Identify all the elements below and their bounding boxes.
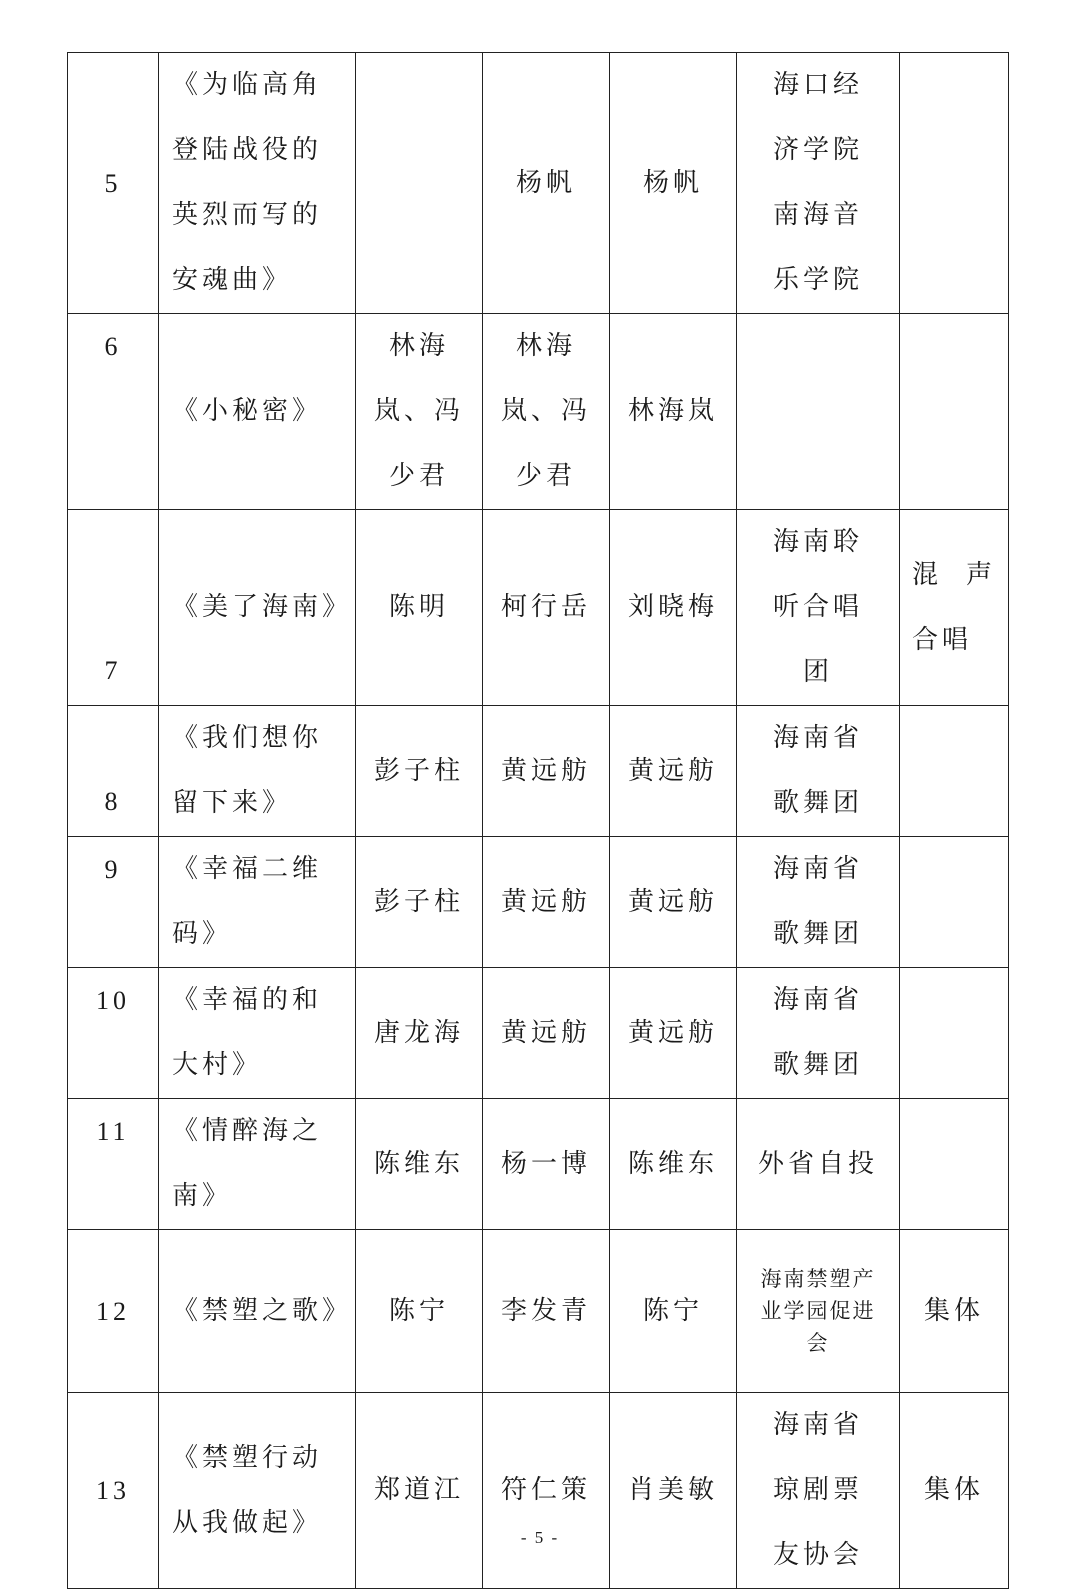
lyricist-cell: 林海岚、冯少君 — [356, 314, 483, 510]
singer-cell: 林海岚 — [610, 314, 737, 510]
work-title: 《禁塑之歌》 — [159, 1230, 356, 1393]
composer-cell: 柯行岳 — [483, 510, 610, 706]
composer-cell: 杨帆 — [483, 53, 610, 314]
unit-cell: 外省自投 — [737, 1099, 900, 1230]
row-number: 12 — [68, 1230, 159, 1393]
lyricist-cell: 陈维东 — [356, 1099, 483, 1230]
composer-cell: 黄远舫 — [483, 706, 610, 837]
unit-cell: 海南省琼剧票友协会 — [737, 1393, 900, 1589]
row-number: 8 — [68, 706, 159, 837]
work-title: 《幸福的和大村》 — [159, 968, 356, 1099]
lyricist-cell: 唐龙海 — [356, 968, 483, 1099]
note-part: 声 — [965, 559, 996, 590]
table-row — [68, 510, 1009, 706]
table-row — [68, 53, 1009, 314]
composer-cell: 林海岚、冯少君 — [483, 314, 610, 510]
unit-cell: 海南省歌舞团 — [737, 706, 900, 837]
note-cell — [900, 53, 1009, 314]
work-title: 《小秘密》 — [159, 314, 356, 510]
works-table — [67, 52, 1009, 1589]
unit-cell: 海南省歌舞团 — [737, 837, 900, 968]
unit-cell: 海南省歌舞团 — [737, 968, 900, 1099]
note-cell — [900, 968, 1009, 1099]
lyricist-cell — [356, 53, 483, 314]
row-number: 5 — [68, 53, 159, 314]
row-number: 11 — [68, 1099, 159, 1230]
unit-cell: 海南聆听合唱团 — [737, 510, 900, 706]
work-title: 《幸福二维码》 — [159, 837, 356, 968]
lyricist-cell: 郑道江 — [356, 1393, 483, 1589]
composer-cell: 李发青 — [483, 1230, 610, 1393]
composer-cell: 杨一博 — [483, 1099, 610, 1230]
singer-cell: 黄远舫 — [610, 706, 737, 837]
unit-cell — [737, 314, 900, 510]
lyricist-cell: 彭子柱 — [356, 706, 483, 837]
composer-cell: 符仁策 — [483, 1393, 610, 1589]
note-first-line — [912, 543, 996, 608]
composer-cell: 黄远舫 — [483, 968, 610, 1099]
work-title: 《情醉海之南》 — [159, 1099, 356, 1230]
work-title: 《我们想你留下来》 — [159, 706, 356, 837]
note-cell — [900, 1099, 1009, 1230]
singer-cell: 刘晓梅 — [610, 510, 737, 706]
singer-cell: 陈宁 — [610, 1230, 737, 1393]
row-number: 13 — [68, 1393, 159, 1589]
singer-cell: 陈维东 — [610, 1099, 737, 1230]
lyricist-cell: 陈明 — [356, 510, 483, 706]
note-cell — [900, 314, 1009, 510]
table-row — [68, 706, 1009, 837]
row-number: 7 — [68, 510, 159, 706]
row-number: 9 — [68, 837, 159, 968]
note-cell — [900, 706, 1009, 837]
lyricist-cell: 彭子柱 — [356, 837, 483, 968]
table-row — [68, 1230, 1009, 1393]
unit-cell: 海口经济学院南海音乐学院 — [737, 53, 900, 314]
note-part: 混 — [912, 559, 943, 590]
note-part: 合唱 — [912, 624, 973, 655]
note-cell: 集体 — [900, 1230, 1009, 1393]
note-cell — [900, 510, 1009, 706]
table-row — [68, 968, 1009, 1099]
singer-cell: 肖美敏 — [610, 1393, 737, 1589]
work-title: 《禁塑行动从我做起》 — [159, 1393, 356, 1589]
composer-cell: 黄远舫 — [483, 837, 610, 968]
note-cell: 集体 — [900, 1393, 1009, 1589]
table-row — [68, 837, 1009, 968]
row-number: 10 — [68, 968, 159, 1099]
work-title: 《美了海南》 — [159, 510, 356, 706]
table-row — [68, 314, 1009, 510]
page-number: - 5 - — [520, 1528, 560, 1547]
table-row — [68, 1099, 1009, 1230]
singer-cell: 杨帆 — [610, 53, 737, 314]
note-cell — [900, 837, 1009, 968]
lyricist-cell: 陈宁 — [356, 1230, 483, 1393]
row-number: 6 — [68, 314, 159, 510]
table-row — [68, 1393, 1009, 1589]
singer-cell: 黄远舫 — [610, 968, 737, 1099]
singer-cell: 黄远舫 — [610, 837, 737, 968]
unit-cell: 海南禁塑产业学园促进会 — [737, 1230, 900, 1393]
work-title: 《为临高角登陆战役的英烈而写的安魂曲》 — [159, 53, 356, 314]
